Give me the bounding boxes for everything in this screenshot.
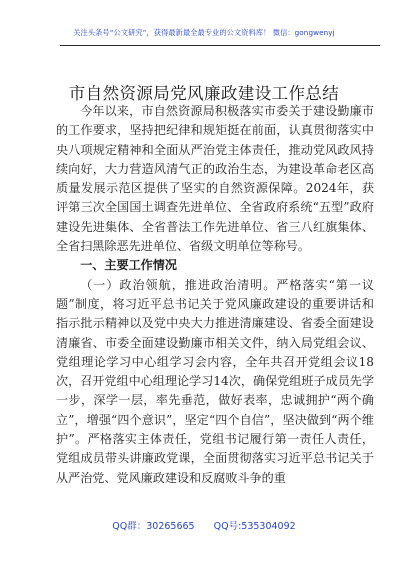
footer-qq: QQ号:535304092 bbox=[213, 521, 296, 532]
section-heading: 一、主要工作情况 bbox=[80, 258, 177, 273]
footer-qq-group: QQ群：30265665 bbox=[112, 521, 195, 532]
document-body bbox=[56, 102, 374, 488]
footer-contact bbox=[0, 518, 408, 532]
section-paragraph: （一）政治领航，推进政治清明。严格落实“第一议题”制度，将习近平总书记关于党风廉政建设的重要讲话和指示批示精神以及党中央大力推进清廉建设、省委全面建设清廉省、市委全面建设勤廉市相关文件，纳入局党组会议、党组理论学习中心组学习会内容，全年共召开党组会议18次，召开党组中心组理论学习14次，确保党组班子成员先学一步，深学一层，率先垂范，做好表率，忠诚拥护“两个确立”，增强“四个意识”，坚定“四个自信”，坚决做到“两个维护”。严格落实主体责任，党组书记履行第一责任人责任，党组成员带头讲廉政党课，全面贯彻落实习近平总书记关于从严治党、党风廉政建设和反腐败斗争的重 bbox=[56, 277, 374, 485]
header-note: 关注头条号“公文研究”，获得最新最全最专业的公文资料库！ 微信：gongwenyj bbox=[73, 28, 335, 37]
intro-paragraph: 今年以来，市自然资源局积极落实市委关于建设勤廉市的工作要求，坚持把纪律和规矩挺在前面，认真贯彻落实中央八项规定精神和全面从严治党主体责任，推动党风政风持续向好，大力营造风清气正的政治生态，为建设革命老区高质量发展示范区提供了坚实的自然资源保障。2024年，获评第三次全国国土调查先进单位、全省政府系统“五型”政府建设先进集体、全省普法工作先进单位、省三八红旗集体、全省扫黑除恶先进单位、省级文明单位等称号。 bbox=[56, 104, 374, 254]
document-title: 市自然资源局党风廉政建设工作总结 bbox=[68, 84, 340, 103]
header-divider bbox=[60, 45, 380, 46]
